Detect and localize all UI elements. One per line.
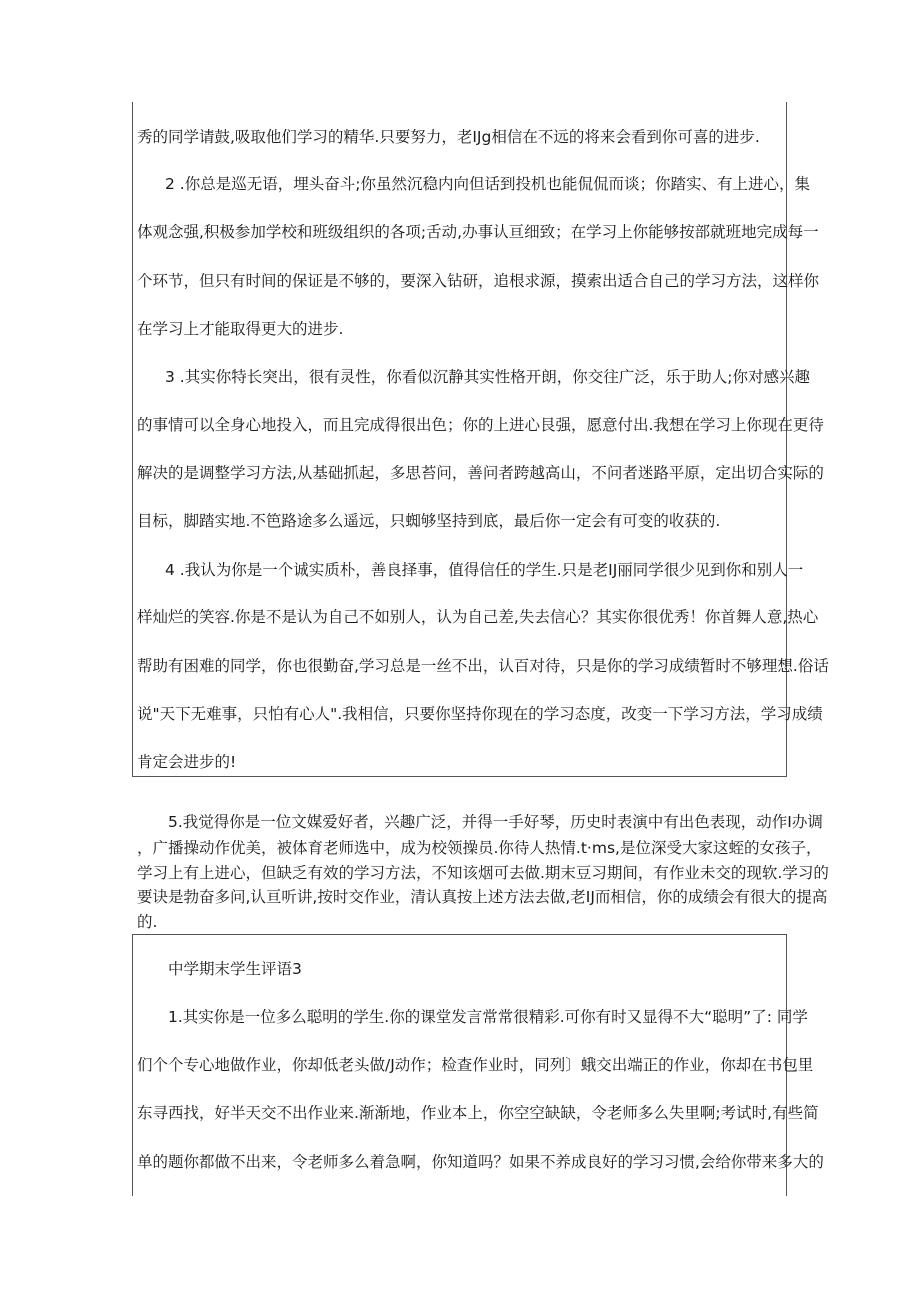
text-line: ，广播操动作优美，被体育老师选中，成为校领操员.你待人热情.t·ms,是位深受大家这蛭的女孩子， <box>137 839 822 857</box>
text-line: 的事情可以全身心地投入，而且完成得很出色；你的上进心艮强，愿意付出.我想在学习上你现在更待 <box>137 416 824 434</box>
text-line: 秀的同学请鼓,吸取他们学习的精华.只要努力，老IJg相信在不远的将来会看到你可喜的进步. <box>137 128 760 146</box>
text-line: 们个个专心地做作业，你却低老头做/J动作；检查作业时，同列〕蛾交出端正的作业，你却在书包里 <box>137 1056 814 1074</box>
comment-box-top <box>132 102 829 777</box>
text-line: 体观念强,积极参加学校和班级组织的各项;舌动,办事认亘细致；在学习上你能够按部就班地完成每一 <box>137 223 819 241</box>
text-line: 学习上有上进心，但缺乏有效的学习方法，不知该烟可去做.期末豆习期间，有作业未交的现软.学习的 <box>137 864 829 882</box>
text-line: 目标，脚踏实地.不笆路途多么遥远，只蜘够坚持到底，最后你一定会有可变的收获的. <box>137 512 721 530</box>
text-line: 肯定会进步的! <box>137 753 237 771</box>
text-line: 4 .我认为你是一个诚实质朴，善良择事，值得信任的学生.只是老IJ丽同学很少见到你和别人一 <box>165 561 804 579</box>
text-line: 3 .其实你特长突出，很有灵性，你看似沉静其实性格开朗，你交往广泛，乐于助人;你对感兴趣 <box>165 368 810 386</box>
text-line: 要诀是勃奋多问,认亘听讲,按时交作业，清认真按上述方法去做,老IJ而相信，你的成绩会有很大的提高 <box>137 888 828 906</box>
text-line: 解决的是调整学习方法,从基础抓起，多思苔问，善问者跨越高山，不问者迷路平原，定出切合实际的 <box>137 464 824 482</box>
text-line: 说"天下无难事，只怕有心人".我相信，只要你坚持你现在的学习态度，改变一下学习方法，学习成绩 <box>137 705 823 723</box>
text-line: 帮助有困难的同学，你也很勤奋,学习总是一丝不出，认百对待，只是你的学习成绩暂时不够理想.俗话 <box>137 657 829 675</box>
text-line: 东寻西找，好半天交不出作业来.渐渐地，作业本上，你空空缺缺，令老师多么失里啊;考试时,有些简 <box>137 1104 819 1122</box>
text-line: 在学习上才能取得更大的进步. <box>137 320 344 338</box>
text-line: 个环节，但只有时间的保证是不够的，要深入钻研，追根求源，摸索出适合自己的学习方法，这样你 <box>137 272 820 290</box>
text-line: 样灿烂的笑容.你是不是认为自己不如别人，认为自己差,失去信心？其实你很优秀！你首舞人意,热心 <box>137 608 819 626</box>
text-line: 的. <box>137 913 158 931</box>
text-line: 5.我觉得你是一位文媒爱好者，兴趣广泛，并得一手好琴，历史时表演中有出色表现，动作I办调 <box>168 813 823 831</box>
text-line: 单的题你都做不出来，令老师多么着急啊，你知道吗？如果不养成良好的学习习惯,会给你带来多大的 <box>137 1153 824 1171</box>
text-line: 1.其实你是一位多么聪明的学生.你的课堂发言常常很精彩.可你有时又显得不大“聪明”了: 同学 <box>168 1008 808 1026</box>
section-heading: 中学期末学生评语3 <box>168 960 302 978</box>
text-line: 2 .你总是巡无语，埋头奋斗;你虽然沉稳内向但话到投机也能侃侃而谈；你踏实、有上进心，集 <box>165 175 810 193</box>
